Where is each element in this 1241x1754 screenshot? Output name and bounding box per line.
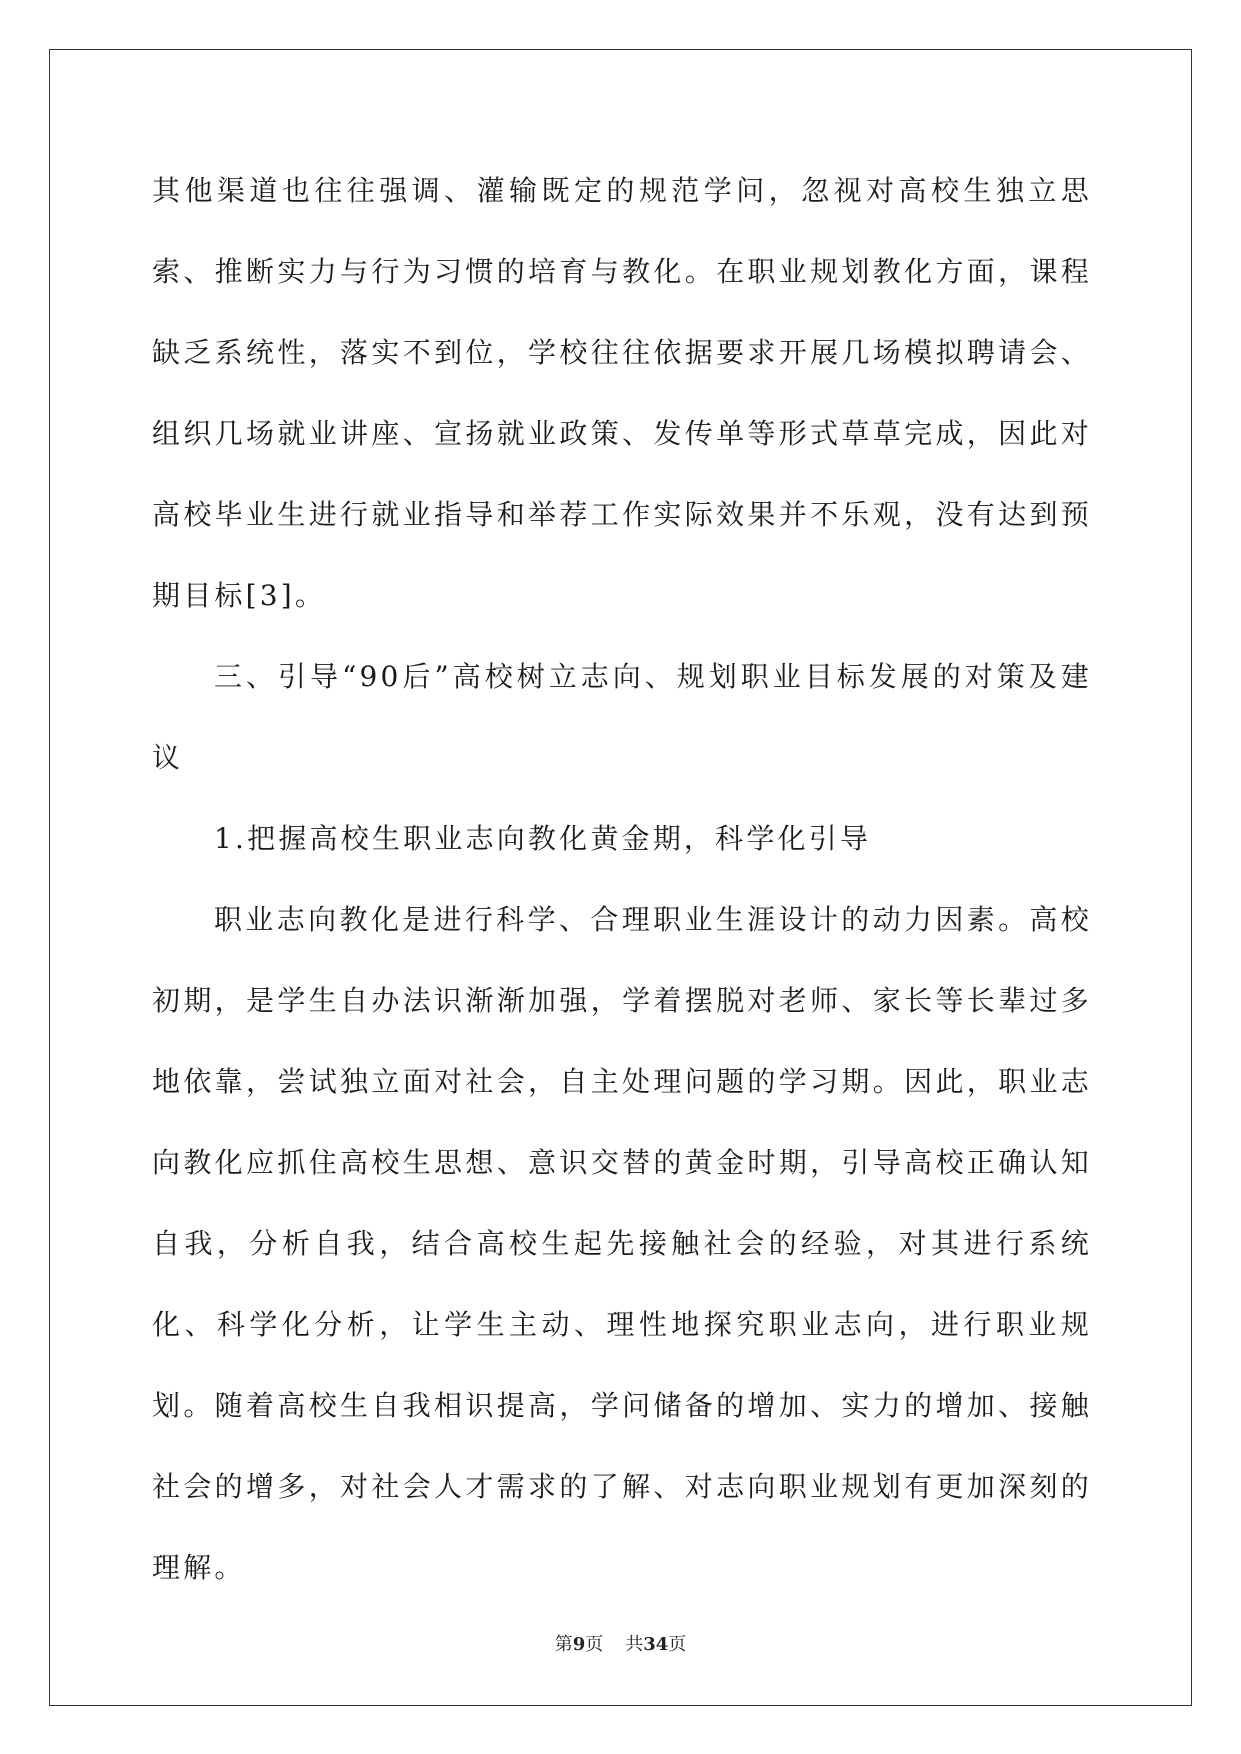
footer-page-prefix: 第: [554, 1634, 573, 1655]
document-body: [152, 150, 1092, 1608]
page-footer: [0, 1630, 1241, 1656]
footer-total-suffix: 页: [668, 1634, 687, 1655]
paragraph-1: 其他渠道也往往强调、灌输既定的规范学问，忽视对高校生独立思索、推断实力与行为习惯的培育与教化。在职业规划教化方面，课程缺乏系统性，落实不到位，学校往往依据要求开展几场模拟聘请会、组织几场就业讲座、宣扬就业政策、发传单等形式草草完成，因此对高校毕业生进行就业指导和举荐工作实际效果并不乐观，没有达到预期目标[3]。: [152, 174, 1092, 612]
section-heading-3: 三、引导“90后”高校树立志向、规划职业目标发展的对策及建议: [152, 660, 1092, 774]
subsection-heading-1: 1.把握高校生职业志向教化黄金期，科学化引导: [214, 822, 872, 855]
footer-total-pages: 34: [643, 1634, 669, 1655]
footer-page-number: 9: [572, 1634, 586, 1655]
footer-total-prefix: 共: [625, 1634, 644, 1655]
paragraph-2: 职业志向教化是进行科学、合理职业生涯设计的动力因素。高校初期，是学生自办法识渐渐加强，学着摆脱对老师、家长等长辈过多地依靠，尝试独立面对社会，自主处理问题的学习期。因此，职业志向教化应抓住高校生思想、意识交替的黄金时期，引导高校正确认知自我，分析自我，结合高校生起先接触社会的经验，对其进行系统化、科学化分析，让学生主动、理性地探究职业志向，进行职业规划。随着高校生自我相识提高，学问储备的增加、实力的增加、接触社会的增多，对社会人才需求的了解、对志向职业规划有更加深刻的理解。: [152, 903, 1092, 1584]
footer-page-suffix: 页: [585, 1634, 604, 1655]
